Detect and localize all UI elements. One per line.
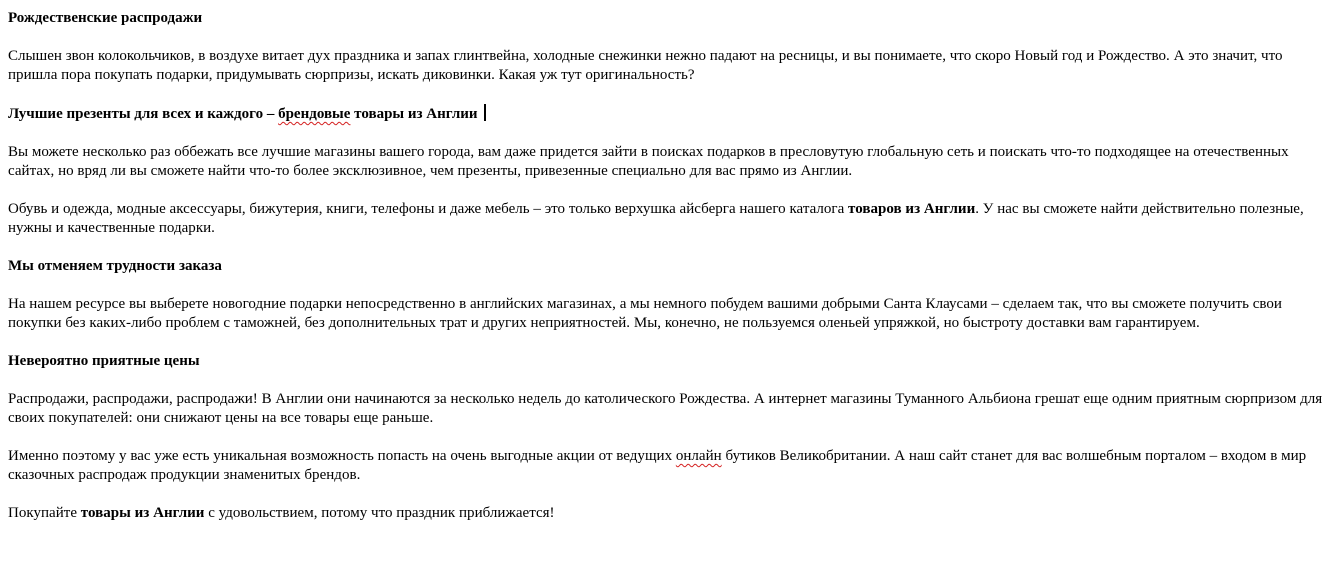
paragraph-catalog	[8, 200, 1327, 238]
spellcheck-word-online[interactable]: онлайн	[675, 448, 722, 464]
heading-best-presents-tail: товары из Англии	[350, 106, 478, 122]
paragraph-sales: Распродажи, распродажи, распродажи! В Англии они начинаются за несколько недель до католического Рождества. А интернет магазины Туманного Альбиона грешат еще одним приятным сюрпризом для своих покупателей: они снижают цены на все товары еще раньше.	[8, 391, 1323, 426]
heading-best-presents-text: Лучшие презенты для всех и каждого –	[8, 106, 279, 122]
paragraph-closing	[8, 504, 1327, 523]
heading-best-presents	[8, 104, 1327, 124]
paragraph-opportunity-start: Именно поэтому у вас уже есть уникальная возможность попасть на очень выгодные акции от ведущих	[8, 448, 676, 464]
paragraph-opportunity-end: бутиков Великобритании. А наш сайт станет для вас волшебным порталом – входом в мир сказочных распродаж продукции знаменитых брендов.	[8, 448, 1307, 483]
paragraph-shops: Вы можете несколько раз оббежать все лучшие магазины вашего города, вам даже придется зайти в поисках подарков в пресловутую глобальную сеть и поискать что-то подходящее на отечественных сайтах, но вряд ли вы сможете найти что-то более эксклюзивное, чем презенты, привезенные специально для вас прямо из Англии.	[8, 144, 1289, 179]
paragraph-opportunity	[8, 447, 1327, 485]
heading-prices: Невероятно приятные цены	[8, 353, 200, 369]
paragraph-catalog-end: . У нас вы сможете найти действительно полезные, нужны и качественные подарки.	[8, 201, 1304, 236]
heading-christmas-sales: Рождественские распродажи	[8, 10, 203, 26]
text-cursor	[484, 104, 486, 121]
heading-order-difficulties: Мы отменяем трудности заказа	[8, 258, 222, 274]
spellcheck-word-brandovye[interactable]: брендовые	[278, 106, 351, 122]
paragraph-intro: Слышен звон колокольчиков, в воздухе витает дух праздника и запах глинтвейна, холодные снежинки нежно падают на ресницы, и вы понимаете, что скоро Новый год и Рождество. А это значит, что пришла пора покупать подарки, придумывать сюрпризы, искать диковинки. Какая уж тут оригинальность?	[8, 48, 1283, 83]
paragraph-catalog-bold: товаров из Англии	[848, 201, 976, 217]
paragraph-catalog-start: Обувь и одежда, модные аксессуары, бижутерия, книги, телефоны и даже мебель – это только верхушка айсберга нашего каталога	[8, 201, 849, 217]
paragraph-delivery: На нашем ресурсе вы выберете новогодние подарки непосредственно в английских магазинах, а мы немного побудем вашими добрыми Санта Клаусами – сделаем так, что вы сможете получить свои покупки без каких-либо проблем с таможней, без дополнительных трат и других неприятностей. Мы, конечно, не пользуемся оленьей упряжкой, но быстроту доставки вам гарантируем.	[8, 296, 1282, 331]
paragraph-closing-bold: товары из Англии	[80, 505, 205, 521]
paragraph-closing-start: Покупайте	[8, 505, 81, 521]
paragraph-closing-end: с удовольствием, потому что праздник приближается!	[204, 505, 555, 521]
